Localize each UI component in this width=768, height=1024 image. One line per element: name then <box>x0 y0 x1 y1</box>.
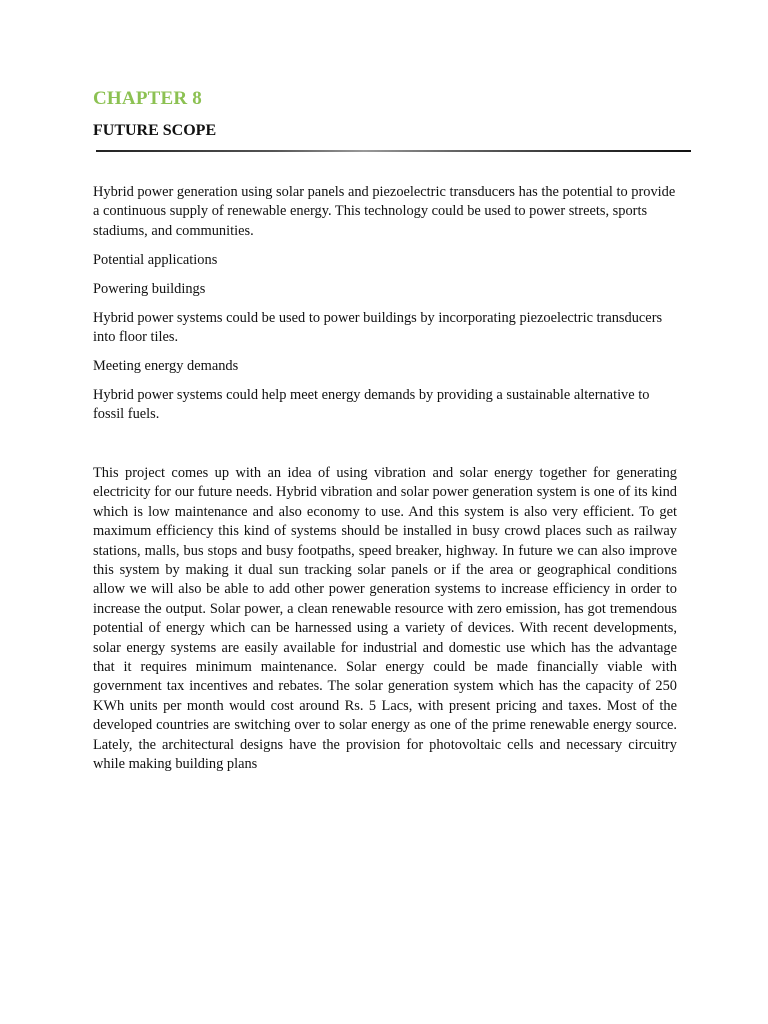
meeting-demands-paragraph <box>93 386 683 425</box>
project-text: This project comes up with an idea of using vibration and solar energy together for generating electricity for our future needs. Hybrid vibration and solar power generation system is one of its kind which is low maintenance and also economy to use. And this system is also very efficient. To get maximum efficiency this kind of systems should be installed in busy crowd places such as railway stations, malls, bus stops and busy footpaths, speed breaker, highway. In future we can also improve this system by making it dual sun tracking solar panels or if the area or geographical conditions allow we will also be able to add other power generation systems to increase efficiency in order to increase the output. Solar power, a clean renewable resource with zero emission, has got tremendous potential of energy which can be harnessed using a variety of devices. With recent developments, solar energy systems are easily available for industrial and domestic use which has the advantage that it requires minimum maintenance. Solar energy could be made financially viable with government tax incentives and rebates. The solar generation system which has the capacity of 250 KWh units per month would cost around Rs. 5 Lacs, with present pricing and taxes. Most of the developed countries are switching over to solar energy as one of the prime renewable energy source. Lately, the architectural designs have the provision for photovoltaic cells and necessary circuitry while making building plans <box>93 465 677 773</box>
powering-buildings-text: Hybrid power systems could be used to power buildings by incorporating piezoelectric transducers into floor tiles. <box>93 310 663 346</box>
meeting-demands-text: Hybrid power systems could help meet energy demands by providing a sustainable alternative to fossil fuels. <box>93 387 650 423</box>
meeting-demands-heading <box>93 357 683 376</box>
powering-buildings-paragraph <box>93 309 683 348</box>
powering-buildings-heading-text: Powering buildings <box>93 281 206 297</box>
meeting-demands-heading-text: Meeting energy demands <box>93 358 239 374</box>
potential-applications-text: Potential applications <box>93 252 218 268</box>
heading-divider <box>96 150 691 152</box>
chapter-label: CHAPTER 8 <box>93 88 202 109</box>
page-title: FUTURE SCOPE <box>93 122 217 139</box>
potential-applications-line <box>93 251 683 270</box>
intro-paragraph <box>93 183 683 241</box>
intro-text: Hybrid power generation using solar panels and piezoelectric transducers has the potential to provide a continuous supply of renewable energy. This technology could be used to power streets, sports stadiums, and communities. <box>93 184 676 239</box>
powering-buildings-heading <box>93 280 683 299</box>
project-paragraph <box>93 464 677 775</box>
